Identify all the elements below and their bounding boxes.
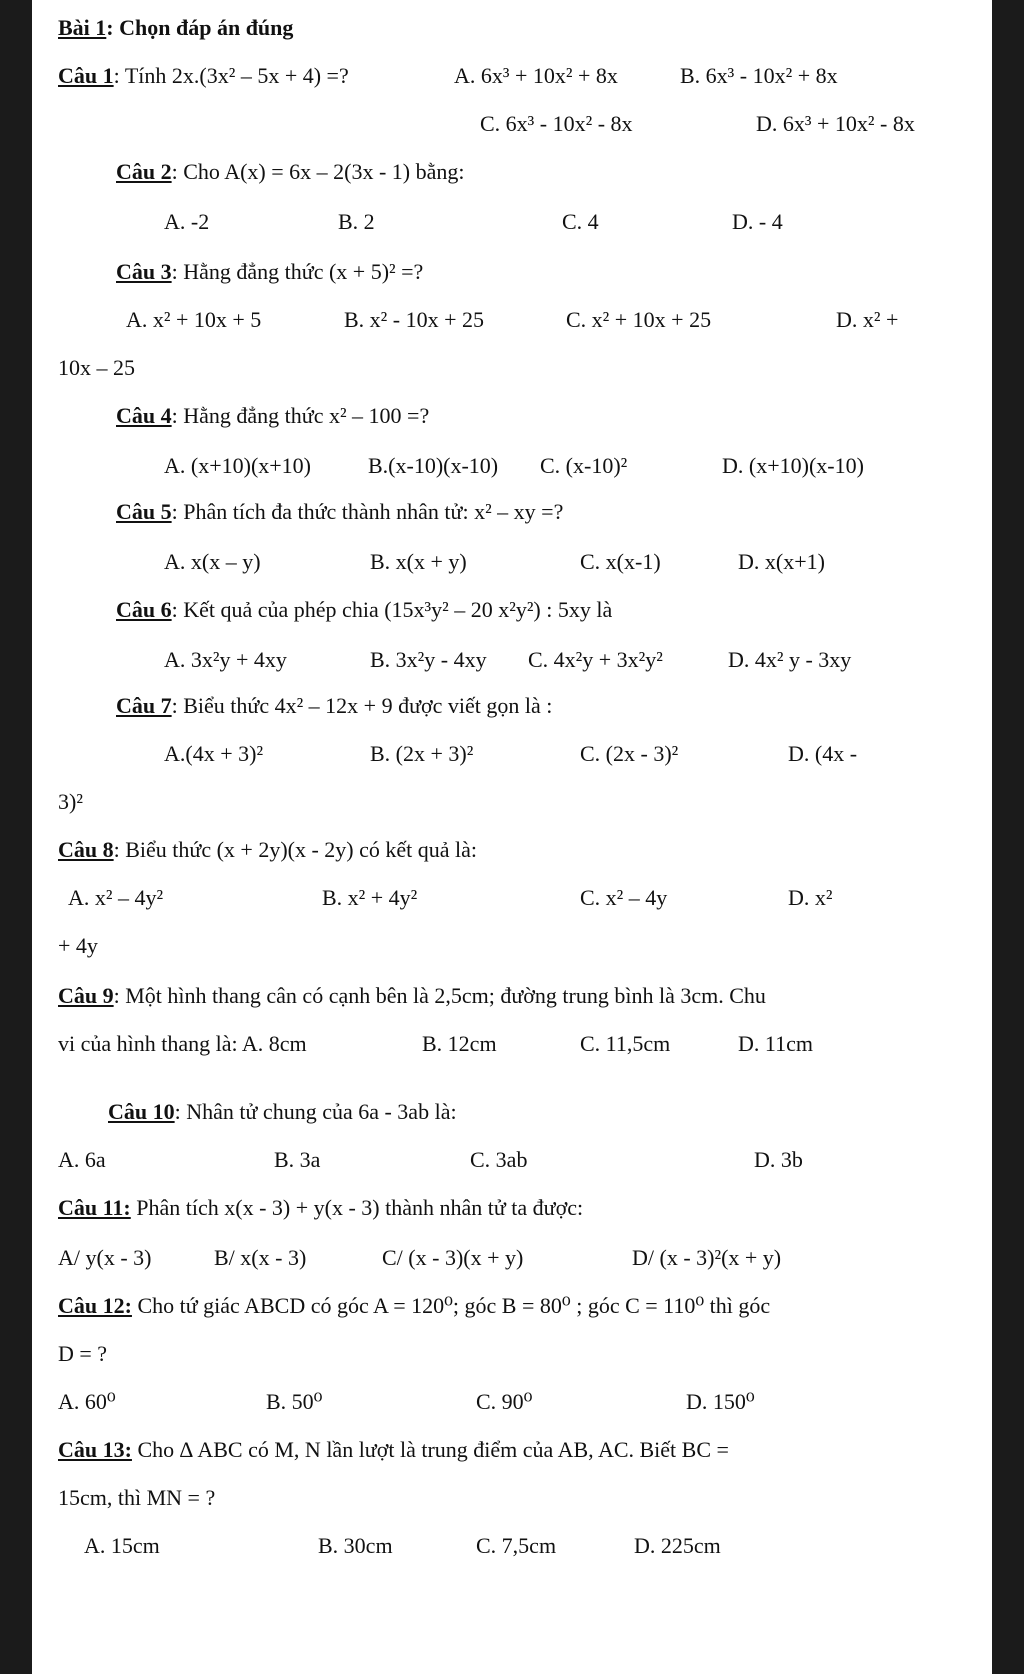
left-dark-border	[0, 0, 32, 1674]
q10-option-c: C. 3ab	[470, 1147, 528, 1172]
question-1-text: : Tính 2x.(3x² – 5x + 4) =?	[113, 63, 349, 88]
question-11-text: Phân tích x(x - 3) + y(x - 3) thành nhân tử ta được:	[130, 1195, 584, 1220]
q6-option-a: A. 3x²y + 4xy	[164, 647, 287, 672]
q8-option-d-continued: + 4y	[58, 933, 98, 958]
q3-option-b: B. x² - 10x + 25	[344, 307, 485, 332]
q10-option-a: A. 6a	[58, 1147, 106, 1172]
q4-option-a: A. (x+10)(x+10)	[164, 453, 312, 478]
worksheet	[32, 0, 992, 1674]
q4-option-c: C. (x-10)²	[540, 453, 628, 478]
question-6-label: Câu 6	[116, 597, 172, 622]
q9-option-c: C. 11,5cm	[580, 1031, 671, 1056]
question-12-label: Câu 12:	[58, 1293, 132, 1318]
question-2	[116, 158, 465, 186]
question-13-text: Cho ∆ ABC có M, N lần lượt là trung điểm của AB, AC. Biết BC =	[131, 1437, 729, 1462]
question-6-text: : Kết quả của phép chia (15x³y² – 20 x²y²) : 5xy là	[171, 597, 613, 622]
q1-option-d: D. 6x³ + 10x² - 8x	[756, 111, 915, 136]
q8-option-a: A. x² – 4y²	[68, 885, 164, 910]
q12-option-c: C. 90⁰	[476, 1389, 533, 1414]
question-10-text: : Nhân tử chung của 6a - 3ab là:	[174, 1099, 457, 1124]
q2-option-c: C. 4	[562, 209, 599, 234]
q3-option-a: A. x² + 10x + 5	[126, 307, 262, 332]
question-7-label: Câu 7	[116, 693, 172, 718]
q8-option-c: C. x² – 4y	[580, 885, 668, 910]
question-7	[116, 692, 552, 720]
q10-option-d: D. 3b	[754, 1147, 803, 1172]
q3-option-d: D. x² +	[836, 307, 899, 332]
q1-option-c: C. 6x³ - 10x² - 8x	[480, 111, 633, 136]
q12-option-b: B. 50⁰	[266, 1389, 323, 1414]
q9-option-b: B. 12cm	[422, 1031, 497, 1056]
question-2-text: : Cho A(x) = 6x – 2(3x - 1) bằng:	[171, 159, 465, 184]
question-2-label: Câu 2	[116, 159, 172, 184]
question-12	[58, 1292, 770, 1320]
q2-option-b: B. 2	[338, 209, 375, 234]
q6-option-d: D. 4x² y - 3xy	[728, 647, 852, 672]
right-dark-border	[992, 0, 1024, 1674]
q7-option-d-continued: 3)²	[58, 789, 83, 814]
q5-option-d: D. x(x+1)	[738, 549, 825, 574]
question-4-label: Câu 4	[116, 403, 172, 428]
q11-option-b: B/ x(x - 3)	[214, 1245, 307, 1270]
q8-option-b: B. x² + 4y²	[322, 885, 418, 910]
question-10-label: Câu 10	[108, 1099, 175, 1124]
q4-option-b: B.(x-10)(x-10)	[368, 453, 499, 478]
q13-option-c: C. 7,5cm	[476, 1533, 557, 1558]
question-11-label: Câu 11:	[58, 1195, 131, 1220]
question-7-text: : Biểu thức 4x² – 12x + 9 được viết gọn là :	[171, 693, 553, 718]
exercise-instruction: : Chọn đáp án đúng	[106, 15, 294, 40]
q3-option-c: C. x² + 10x + 25	[566, 307, 712, 332]
question-9-text: : Một hình thang cân có cạnh bên là 2,5cm; đường trung bình là 3cm. Chu	[113, 983, 766, 1008]
question-3-label: Câu 3	[116, 259, 172, 284]
q10-option-b: B. 3a	[274, 1147, 321, 1172]
question-5-text: : Phân tích đa thức thành nhân tử: x² – xy =?	[171, 499, 564, 524]
q5-option-a: A. x(x – y)	[164, 549, 261, 574]
q3-option-d-continued: 10x – 25	[58, 355, 135, 380]
q7-option-c: C. (2x - 3)²	[580, 741, 679, 766]
q12-option-d: D. 150⁰	[686, 1389, 755, 1414]
question-12-line-2: D = ?	[58, 1341, 108, 1366]
q11-option-d: D/ (x - 3)²(x + y)	[632, 1245, 782, 1270]
q13-option-a: A. 15cm	[84, 1533, 160, 1558]
question-4-text: : Hằng đẳng thức x² – 100 =?	[171, 403, 430, 428]
exercise-title	[58, 14, 293, 42]
question-13	[58, 1436, 729, 1464]
question-9-label: Câu 9	[58, 983, 114, 1008]
q5-option-b: B. x(x + y)	[370, 549, 467, 574]
exercise-label: Bài 1	[58, 15, 107, 40]
q1-option-b: B. 6x³ - 10x² + 8x	[680, 63, 838, 88]
q7-option-b: B. (2x + 3)²	[370, 741, 474, 766]
question-13-label: Câu 13:	[58, 1437, 132, 1462]
q4-option-d: D. (x+10)(x-10)	[722, 453, 864, 478]
q1-option-a: A. 6x³ + 10x² + 8x	[454, 63, 618, 88]
q6-option-b: B. 3x²y - 4xy	[370, 647, 487, 672]
question-8-text: : Biểu thức (x + 2y)(x - 2y) có kết quả là:	[113, 837, 478, 862]
q13-option-d: D. 225cm	[634, 1533, 721, 1558]
question-8-label: Câu 8	[58, 837, 114, 862]
question-13-line-2: 15cm, thì MN = ?	[58, 1485, 216, 1510]
question-5	[116, 498, 563, 526]
question-3-text: : Hằng đẳng thức (x + 5)² =?	[171, 259, 424, 284]
q5-option-c: C. x(x-1)	[580, 549, 661, 574]
q6-option-c: C. 4x²y + 3x²y²	[528, 647, 663, 672]
question-10	[108, 1098, 457, 1126]
q7-option-a: A.(4x + 3)²	[164, 741, 264, 766]
question-5-label: Câu 5	[116, 499, 172, 524]
q2-option-a: A. -2	[164, 209, 210, 234]
q8-option-d: D. x²	[788, 885, 833, 910]
q11-option-a: A/ y(x - 3)	[58, 1245, 152, 1270]
q7-option-d: D. (4x -	[788, 741, 858, 766]
question-11	[58, 1194, 583, 1222]
question-4	[116, 402, 429, 430]
q9-option-d: D. 11cm	[738, 1031, 813, 1056]
q12-option-a: A. 60⁰	[58, 1389, 116, 1414]
q11-option-c: C/ (x - 3)(x + y)	[382, 1245, 524, 1270]
question-1	[58, 62, 349, 90]
question-3	[116, 258, 423, 286]
question-6	[116, 596, 612, 624]
q2-option-d: D. - 4	[732, 209, 783, 234]
question-12-text: Cho tứ giác ABCD có góc A = 120⁰; góc B = 80⁰ ; góc C = 110⁰ thì góc	[131, 1293, 771, 1318]
q13-option-b: B. 30cm	[318, 1533, 393, 1558]
question-1-label: Câu 1	[58, 63, 114, 88]
question-9	[58, 982, 766, 1010]
question-8	[58, 836, 477, 864]
question-9-line-2: vi của hình thang là: A. 8cm	[58, 1031, 307, 1056]
